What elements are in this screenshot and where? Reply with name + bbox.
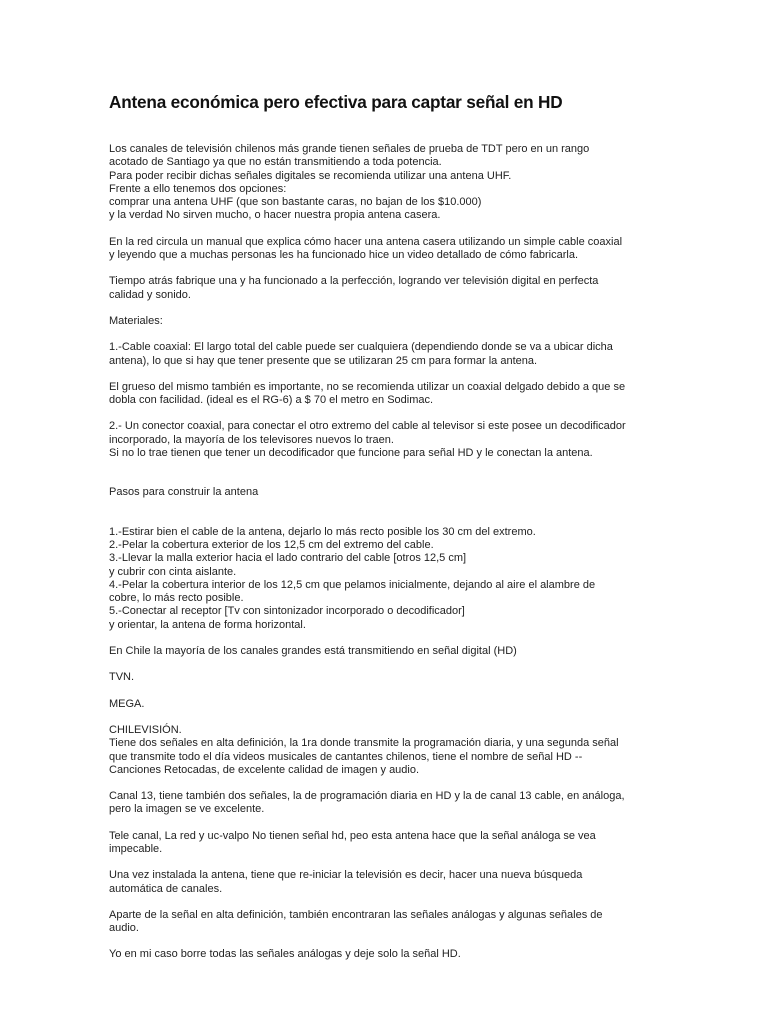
- material-1-note-paragraph: [109, 381, 728, 408]
- text-line: CHILEVISIÓN.: [109, 723, 182, 736]
- text-line: Canciones Retocadas, de excelente calidad de imagen y audio.: [109, 763, 420, 776]
- text-line: Canal 13, tiene también dos señales, la de programación diaria en HD y la de canal 13 cable, en análoga,: [109, 790, 625, 803]
- chilevision-paragraph: [109, 724, 728, 777]
- material-2-paragraph: [109, 420, 728, 460]
- reinstall-paragraph: [109, 869, 728, 896]
- text-line: audio.: [109, 922, 139, 935]
- text-line: Para poder recibir dichas señales digitales se recomienda utilizar una antena UHF.: [109, 169, 512, 182]
- text-line: y leyendo que a muchas personas les ha funcionado hice un video detallado de cómo fabricarla.: [109, 249, 579, 262]
- text-line: comprar una antena UHF (que son bastante caras, no bajan de los $10.000): [109, 196, 482, 209]
- material-1-paragraph: [109, 341, 728, 368]
- document-title: Antena económica pero efectiva para captar señal en HD: [109, 92, 563, 112]
- experience-paragraph: [109, 275, 728, 302]
- text-line: impecable.: [109, 842, 163, 855]
- text-line: y la verdad No sirven mucho, o hacer nuestra propia antena casera.: [109, 209, 441, 222]
- manual-paragraph: [109, 236, 728, 263]
- telecanal-paragraph: [109, 830, 728, 857]
- step-line: y orientar, la antena de forma horizontal.: [109, 618, 306, 631]
- text-line: Aparte de la señal en alta definición, también encontraran las señales análogas y algunas señales de: [109, 908, 603, 921]
- text-line: 1.-Cable coaxial: El largo total del cable puede ser cualquiera (dependiendo donde se va a ubicar dicha: [109, 341, 613, 354]
- document-body: [109, 143, 728, 962]
- step-line: y cubrir con cinta aislante.: [109, 565, 237, 578]
- step-line: 3.-Llevar la malla exterior hacia el lado contrario del cable [otros 12,5 cm]: [109, 552, 467, 565]
- text-line: 2.- Un conector coaxial, para conectar el otro extremo del cable al televisor si este posee un decodificador: [109, 420, 626, 433]
- text-line: antena), lo que si hay que tener presente que se utilizaran 25 cm para formar la antena.: [109, 354, 538, 367]
- text-line: calidad y sonido.: [109, 288, 191, 301]
- text-line: incorporado, la mayoría de los televisores nuevos lo traen.: [109, 433, 394, 446]
- text-line: En la red circula un manual que explica cómo hacer una antena casera utilizando un simple cable coaxial: [109, 235, 623, 248]
- text-line: El grueso del mismo también es importante, no se recomienda utilizar un coaxial delgado debido a que se: [109, 380, 626, 393]
- materials-heading: Materiales:: [109, 314, 163, 327]
- text-line: dobla con facilidad. (ideal es el RG-6) a $ 70 el metro en Sodimac.: [109, 394, 434, 407]
- final-paragraph: Yo en mi caso borre todas las señales análogas y deje solo la señal HD.: [109, 948, 461, 961]
- analog-paragraph: [109, 909, 728, 936]
- steps-list: [109, 526, 728, 632]
- step-line: 1.-Estirar bien el cable de la antena, dejarlo lo más recto posible los 30 cm del extremo.: [109, 525, 536, 538]
- text-line: acotado de Santiago ya que no están transmitiendo a toda potencia.: [109, 156, 442, 169]
- steps-heading: Pasos para construir la antena: [109, 486, 259, 499]
- chile-intro: En Chile la mayoría de los canales grandes está transmitiendo en señal digital (HD): [109, 645, 517, 658]
- intro-paragraph: [109, 143, 728, 223]
- step-line: 5.-Conectar al receptor [Tv con sintonizador incorporado o decodificador]: [109, 605, 465, 618]
- text-line: Una vez instalada la antena, tiene que re-iniciar la televisión es decir, hacer una nueva búsqueda: [109, 869, 583, 882]
- text-line: Frente a ello tenemos dos opciones:: [109, 182, 287, 195]
- text-line: Tiempo atrás fabrique una y ha funcionado a la perfección, logrando ver televisión digital en perfecta: [109, 275, 599, 288]
- step-line: 4.-Pelar la cobertura interior de los 12,5 cm que pelamos inicialmente, dejando al aire el alambre de: [109, 578, 596, 591]
- step-line: cobre, lo más recto posible.: [109, 592, 244, 605]
- canal13-paragraph: [109, 790, 728, 817]
- channel-tvn: TVN.: [109, 671, 135, 684]
- text-line: Los canales de televisión chilenos más grande tienen señales de prueba de TDT pero en un rango: [109, 143, 590, 155]
- text-line: automática de canales.: [109, 882, 223, 895]
- channel-mega: MEGA.: [109, 697, 145, 710]
- text-line: Tiene dos señales en alta definición, la 1ra donde transmite la programación diaria, y una segunda señal: [109, 737, 619, 750]
- text-line: pero la imagen se ve excelente.: [109, 803, 265, 816]
- text-line: Tele canal, La red y uc-valpo No tienen señal hd, peo esta antena hace que la señal análoga se vea: [109, 829, 596, 842]
- text-line: que transmite todo el día videos musicales de cantantes chilenos, tiene el nombre de señal HD --: [109, 750, 583, 763]
- text-line: Si no lo trae tienen que tener un decodificador que funcione para señal HD y le conectan la antena.: [109, 447, 593, 460]
- step-line: 2.-Pelar la cobertura exterior de los 12,5 cm del extremo del cable.: [109, 538, 434, 551]
